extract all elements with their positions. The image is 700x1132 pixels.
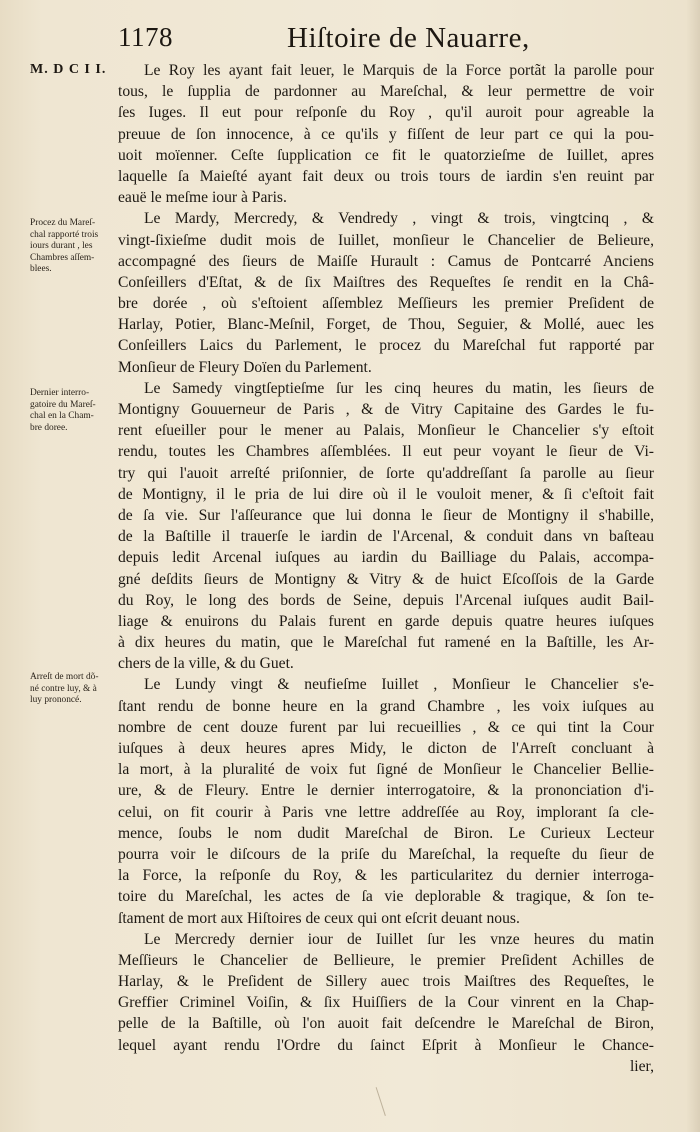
page-edge-shadow	[686, 0, 700, 1132]
text-line: vingt-ſixieſme dudit mois de Iuillet, monſieur le Chancelier de Belieure,	[118, 231, 654, 249]
text-line: mence, ſoubs le nom dudit Mareſchal de Biron. Le Curieux Lecteur	[118, 824, 654, 842]
text-line: Le Samedy vingtſeptieſme ſur les cinq heures du matin, les ſieurs de	[144, 379, 654, 397]
text-line: uoit moïenner. Ceſte ſupplication ce fit le quatorzieſme de Iuillet, apres	[118, 146, 654, 164]
margin-note-arreſt	[30, 672, 116, 707]
text-line: Conſeillers d'Eſtat, & de ſix Maiſtres des Requeſtes ſe rendit en la Châ-	[118, 273, 654, 291]
text-line: nombre de cent douze furent par lui recueillies , & ce qui tint la Cour	[118, 718, 654, 736]
paper-crease	[376, 1084, 396, 1116]
margin-note-line: Procez du Mareſ-	[30, 218, 96, 228]
margin-note-line: né contre luy, & à	[30, 683, 97, 694]
margin-note-line: blees.	[30, 264, 52, 275]
text-line: de la Baſtille il trauerſe le iardin de l'Arcenal, & conduit dans vn baſteau	[118, 528, 654, 546]
text-line: la mort, à la pluralité de voix fut ſigné de Monſieur le Chancelier Bellie-	[118, 761, 654, 779]
text-line: ſtant rendu de bonne heure en la grand Chambre , les voix iuſques au	[118, 697, 654, 715]
text-line: pourra voir le diſcours de la priſe du Mareſchal, la requeſte du ſieur de	[118, 845, 654, 863]
text-line: Le Mardy, Mercredy, & Vendredy , vingt & trois, vingtcinq , &	[144, 210, 654, 228]
margin-note-interrogatoire	[30, 388, 116, 434]
page-header	[0, 20, 700, 60]
text-line: Le Mercredy dernier iour de Iuillet ſur les vnze heures du matin	[144, 930, 654, 948]
text-line: ſtament de mort aux Hiſtoires de ceux qui ont eſcrit deuant nous.	[118, 909, 520, 927]
text-line: ſes Iuges. Il eut pour reſponſe du Roy , qu'il auroit pour agreable la	[118, 104, 654, 122]
text-line: depuis ledit Arcenal iuſques au iardin du Bailliage du Palais, accompa-	[118, 549, 654, 567]
text-line: liage & enuirons du Palais furent en garde depuis quatre heures iuſques	[118, 612, 654, 630]
margin-note-line: Dernier interro-	[30, 388, 90, 398]
text-line: ure, & de Fleury. Entre le dernier interrogatoire, & la prononciation d'i-	[118, 782, 654, 800]
text-line: preuue de ſon innocence, à ce qu'ils y fiſſent de leur part ce qui la pou-	[118, 125, 654, 143]
year-mark: M. D C I I.	[30, 62, 107, 77]
text-line: gné deſdits ſieurs de Montigny & Vitry & de huict Eſcoſſois de la Garde	[118, 570, 654, 588]
running-title: Hiſtoire de Nauarre,	[287, 22, 530, 54]
page-number: 1178	[118, 22, 173, 52]
text-line: Conſeillers Laics du Parlement, le procez du Mareſchal fut rapporté par	[118, 337, 654, 355]
text-line: Montigny Gouuerneur de Paris , & de Vitry Capitaine des Gardes le fu-	[118, 401, 654, 418]
text-line: laquelle ſa Maieſté ayant fait deux ou trois tours de iardin s'en reuint par	[118, 167, 654, 185]
margin-note-line: iours durant , les	[30, 241, 93, 252]
text-line: lier,	[629, 1057, 654, 1075]
text-line: Le Lundy vingt & neufieſme Iuillet , Monſieur le Chancelier s'e-	[144, 676, 654, 694]
margin-note-line: chal rapporté trois	[30, 229, 99, 240]
body-text	[118, 60, 654, 1077]
text-line: lequel ayant rendu l'Ordre du ſainct Eſprit à Monſieur le Chance-	[118, 1036, 654, 1054]
text-line: accompagné des ſieurs de Maiſſe Hurault : Camus de Pontcarré Anciens	[118, 252, 654, 270]
text-line: Greffier Criminel Voiſin, & ſix Huiſſiers de la Cour vinrent en la Chap-	[118, 994, 654, 1012]
margin-note-line: luy prononcé.	[30, 695, 82, 706]
margin-note-line: gatoire du Mareſ-	[30, 399, 96, 410]
text-line: try qui l'auoit arreſté priſonnier, de ſorte qu'addreſſant ſa parolle au ſieur	[118, 464, 654, 482]
text-line: pelle de la Baſtille, où l'on auoit fait deſcendre le Mareſchal de Biron,	[118, 1015, 654, 1033]
margin-note-line: bre doree.	[30, 422, 68, 433]
text-line: bre dorée , où s'eſtoient aſſemblez Meſſieurs les premier Preſident de	[118, 295, 654, 313]
text-line: la Force, la reſponſe du Roy, & les particularitez du dernier interroga-	[118, 867, 654, 885]
text-line: du Roy, le long des bords de Seine, depuis l'Arcenal iuſques audit Bail-	[118, 591, 654, 609]
text-line: toire du Mareſchal, les actes de ſa vie deplorable & tragique, & ſon te-	[118, 888, 654, 906]
text-line: eauë le meſme iour à Paris.	[118, 189, 287, 207]
text-line: iuſques à deux heures apres Midy, le dicton de l'Arreſt concluant à	[118, 740, 654, 757]
margin-note-procez	[30, 218, 116, 276]
text-line: tous, le ſupplia de pardonner au Mareſchal, & leur permettre de voir	[118, 83, 654, 101]
margin-note-line: chal en la Cham-	[30, 411, 94, 422]
text-line: rent eſueiller pour le mener au Palais, Monſieur le Chancelier s'y eſtoit	[118, 422, 654, 440]
margin-note-line: Arreſt de mort dõ-	[30, 672, 99, 682]
text-line: rendu, toutes les Chambres aſſemblées. Il eut peur voyant le ſieur de Vi-	[118, 443, 654, 461]
text-line: à dix heures du matin, que le Mareſchal fut ramené en la Baſtille, les Ar-	[118, 634, 654, 652]
text-line: de ſa vie. Sur l'aſſeurance que lui donna le ſieur de Montigny il s'habille,	[118, 506, 654, 524]
margin-note-line: Chambres aſſem-	[30, 252, 95, 263]
text-line: Harlay, & le Preſident de Sillery auec trois Maiſtres des Requeſtes, le	[118, 973, 654, 991]
text-line: chers de la ville, & du Guet.	[118, 655, 294, 673]
text-line: de Montigny, il le pria de lui dire où il le vouloit mener, & ſi c'eſtoit fait	[118, 485, 654, 503]
text-line: Meſſieurs le Chancelier de Bellieure, le premier Preſident Achilles de	[118, 951, 654, 969]
text-line: Harlay, Potier, Blanc-Meſnil, Forget, de Thou, Seguier, & Mollé, auec les	[118, 316, 654, 334]
text-line: celui, on fit courir à Paris vne lettre addreſſée au Roy, implorant ſa cle-	[118, 803, 654, 821]
text-line: Monſieur de Fleury Doïen du Parlement.	[118, 358, 372, 376]
text-line: Le Roy les ayant fait leuer, le Marquis de la Force portãt la parolle pour	[144, 62, 654, 79]
